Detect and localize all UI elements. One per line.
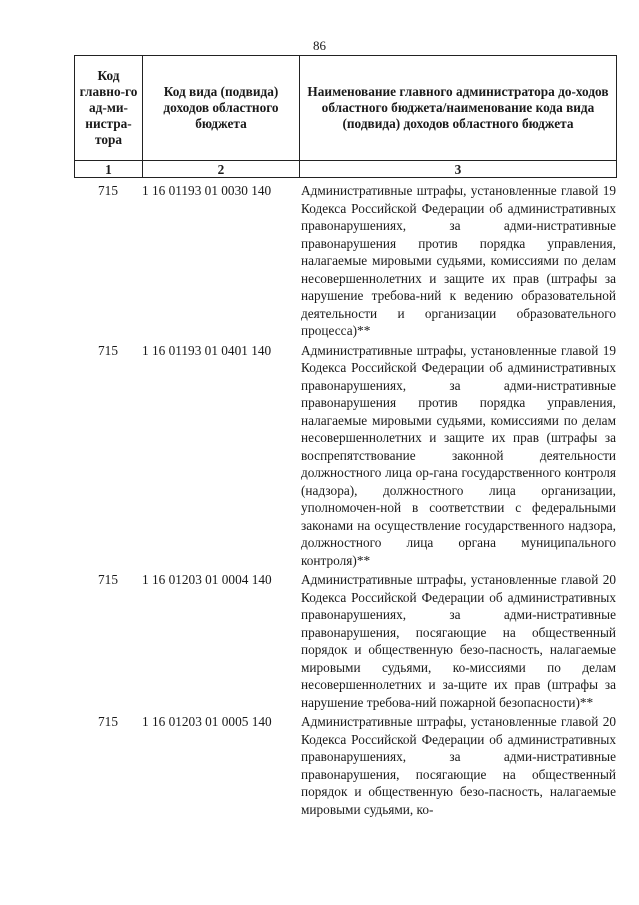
income-code-cell: 1 16 01203 01 0005 140 [142, 714, 272, 729]
admin-code-cell: 715 [98, 714, 118, 729]
income-name-cell: Административные штрафы, установленные главой 19 Кодекса Российской Федерации об административных правонарушениях, за адми-нистративные правонарушения против порядка управления, налагаемые мировыми судьями, комиссиями по делам несовершеннолетних и защите их прав (штрафы за воспрепятствование законной деятельности должностного лица ор-гана государственного контроля (надзора), должностного лица организации, уполномочен-ной в соответствии с федеральными законами на осуществление государственного надзора, должностного лица органа муниципального контроля)** [301, 342, 616, 568]
income-code-cell: 1 16 01193 01 0401 140 [142, 342, 272, 358]
admin-code-cell: 715 [98, 342, 118, 358]
header-number-1: 1 [75, 161, 143, 178]
income-name-cell: Административные штрафы, установленные главой 19 Кодекса Российской Федерации об административных правонарушениях, за адми-нистративные правонарушения против порядка управления, налагаемые мировыми судьями, комиссиями по делам несовершеннолетних и защите их прав (штрафы за нарушение требова-ний к ведению образовательной деятельности и организации образовательного процесса)** [301, 183, 616, 338]
table-header [74, 55, 617, 178]
header-number-2: 2 [143, 161, 300, 178]
header-income-code: Код вида (подвида) доходов областного бюджета [143, 56, 300, 161]
table-body [74, 180, 616, 818]
income-name-cell: Административные штрафы, установленные главой 20 Кодекса Российской Федерации об административных правонарушениях, за адми-нистративные правонарушения, посягающие на общественный порядок и общественную безо-пасность, налагаемые мировыми судьями, ко-миссиями по делам несовершеннолетних и за-щите их прав (штрафы за нарушение требова-ний пожарной безопасности)** [301, 572, 616, 710]
admin-code-cell: 715 [98, 572, 118, 587]
page-number: 86 [313, 38, 326, 53]
table-row [74, 711, 616, 818]
header-number-3: 3 [300, 161, 617, 178]
table-row [74, 340, 616, 570]
income-code-cell: 1 16 01203 01 0004 140 [142, 572, 272, 587]
income-name-cell: Административные штрафы, установленные главой 20 Кодекса Российской Федерации об административных правонарушениях, за адми-нистративные правонарушения, посягающие на общественный порядок и общественную безо-пасность, налагаемые мировыми судьями, ко- [301, 714, 616, 817]
income-code-cell: 1 16 01193 01 0030 140 [142, 183, 272, 198]
admin-code-cell: 715 [98, 183, 118, 198]
table-row [74, 180, 616, 340]
header-name: Наименование главного администратора до-ходов областного бюджета/наименование кода вида (подвида) доходов областного бюджета [300, 56, 617, 161]
header-admin-code: Код главно-го ад-ми-нистра-тора [75, 56, 143, 161]
table-row [74, 569, 616, 711]
